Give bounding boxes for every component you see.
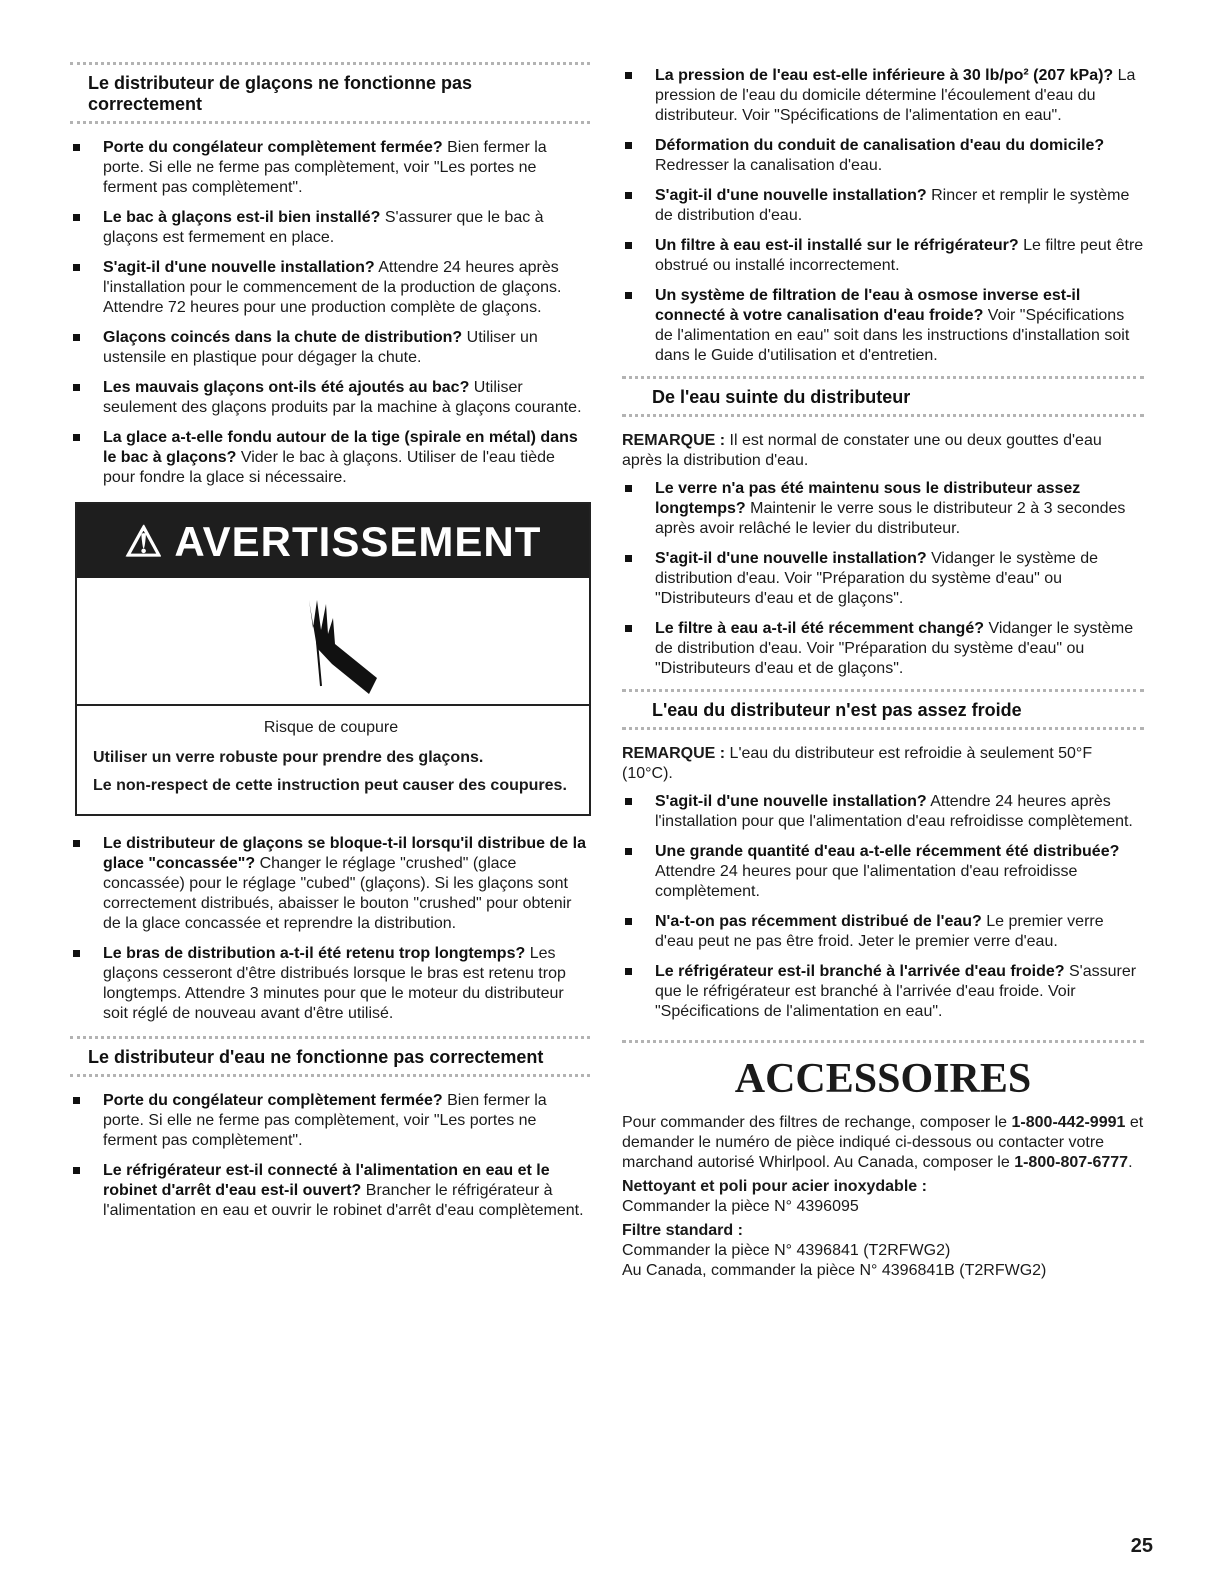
question-text: Le bras de distribution a-t-il été retenu trop longtemps? [103,945,526,962]
answer-text: Brancher le réfrigérateur à l'alimentation en eau et ouvrir le robinet d'arrêt d'eau complètement. [103,1182,584,1219]
answer-text: Redresser la canalisation d'eau. [655,157,883,174]
question-text: S'agit-il d'une nouvelle installation? [655,550,927,567]
answer-text: Voir "Spécifications de l'alimentation en eau" soit dans les instructions d'installation soit dans le Guide d'utilisation et d'entretien. [655,307,1130,364]
left-column [70,62,590,1231]
answer-text: Les glaçons cesseront d'être distribués lorsque le bras est retenu trop longtemps. Attendre 3 minutes pour que le moteur du distributeur soit réglé de nouveau avant d'être utilisé. [103,945,566,1022]
accessories-intro [622,1113,1144,1173]
section-heading-ice-dispenser [70,62,590,124]
list-item [622,962,1144,1022]
question-text: Le réfrigérateur est-il connecté à l'alimentation en eau et le robinet d'arrêt d'eau est-il ouvert? [103,1162,550,1199]
answer-text: Attendre 24 heures pour que l'alimentation d'eau refroidisse complètement. [655,863,1078,900]
warning-instruction: Utiliser un verre robuste pour prendre des glaçons. [93,749,484,766]
cut-hazard-icon [77,578,589,706]
warning-box [75,502,591,816]
answer-text: Utiliser un ustensile en plastique pour dégager la chute. [103,329,538,366]
note-label: REMARQUE : [622,745,726,762]
note-label: REMARQUE : [622,432,726,449]
warning-title: ⚠ AVERTISSEMENT [124,517,542,565]
accessories-section [622,1040,1144,1281]
question-text: Le distributeur de glaçons se bloque-t-il lorsqu'il distribue de la glace "concassée"? [103,835,586,872]
list-item [70,378,590,418]
question-text: Porte du congélateur complètement fermée? [103,139,443,156]
warning-consequence: Le non-respect de cette instruction peut causer des coupures. [93,777,567,794]
section-title: De l'eau suinte du distributeur [652,387,911,407]
question-text: S'agit-il d'une nouvelle installation? [103,259,375,276]
answer-text: La pression de l'eau du domicile détermine l'écoulement d'eau du distributeur. Voir "Spécifications de l'alimentation en eau". [655,67,1136,124]
ice-dispenser-list [70,138,590,488]
section-title: L'eau du distributeur n'est pas assez froide [652,700,1022,720]
list-item [622,236,1144,276]
question-text: Une grande quantité d'eau a-t-elle récemment été distribuée? [655,843,1120,860]
answer-text: Bien fermer la porte. Si elle ne ferme pas complètement, voir "Les portes ne ferment pas complètement". [103,139,547,196]
section-title: Le distributeur d'eau ne fonctionne pas correctement [88,1047,544,1067]
question-text: S'agit-il d'une nouvelle installation? [655,793,927,810]
accessories-title: ACCESSOIRES [622,1040,1144,1103]
risk-label: Risque de coupure [263,719,399,736]
section-heading-water-not-cold [622,689,1144,730]
answer-text: Vidanger le système de distribution d'eau. Voir "Préparation du système d'eau" ou "Distributeurs d'eau et de glaçons". [655,550,1098,607]
answer-text: Le filtre peut être obstrué ou installé incorrectement. [655,237,1144,274]
note-leak [622,431,1144,471]
right-column [622,66,1144,1281]
answer-text: S'assurer que le réfrigérateur est branché à l'arrivée d'eau froide. Voir "Spécifications de l'alimentation en eau". [655,963,1137,1020]
list-item [622,479,1144,539]
water-leak-list [622,479,1144,679]
note-text: Il est normal de constater une ou deux gouttes d'eau après la distribution d'eau. [622,432,1102,469]
answer-text: Attendre 24 heures après l'installation pour que l'alimentation d'eau refroidisse complètement. [655,793,1133,830]
list-item [70,428,590,488]
phone-number-us: 1-800-442-9991 [1011,1114,1126,1131]
question-text: La glace a-t-elle fondu autour de la tige (spirale en métal) dans le bac à glaçons? [103,429,578,466]
section-heading-water-leak [622,376,1144,417]
answer-text: Maintenir le verre sous le distributeur 2 à 3 secondes après avoir relâché le levier du distributeur. [655,500,1126,537]
product-heading-cleaner: Nettoyant et poli pour acier inoxydable : [622,1178,927,1195]
question-text: Un système de filtration de l'eau à osmose inverse est-il connecté à votre canalisation d'eau froide? [655,287,1081,324]
answer-text: Attendre 24 heures après l'installation pour le commencement de la production de glaçons. Attendre 72 heures pour une production complète de glaçons. [103,259,562,316]
question-text: S'agit-il d'une nouvelle installation? [655,187,927,204]
question-text: Déformation du conduit de canalisation d'eau du domicile? [655,137,1105,154]
list-item [622,619,1144,679]
list-item [70,1091,590,1151]
answer-text: Rincer et remplir le système de distribution d'eau. [655,187,1130,224]
list-item [622,842,1144,902]
list-item [70,138,590,198]
list-item [622,549,1144,609]
answer-text: Utiliser seulement des glaçons produits par la machine à glaçons courante. [103,379,582,416]
intro-text: . [1128,1154,1133,1171]
answer-text: Bien fermer la porte. Si elle ne ferme pas complètement, voir "Les portes ne ferment pas complètement". [103,1092,547,1149]
section-heading-water-dispenser [70,1036,590,1077]
question-text: Glaçons coincés dans la chute de distribution? [103,329,463,346]
product-part-filter-canada: Au Canada, commander la pièce N° 4396841B (T2RFWG2) [622,1262,1047,1279]
answer-text: Vider le bac à glaçons. Utiliser de l'eau tiède pour fondre la glace si nécessaire. [103,449,555,486]
intro-text: et demander le numéro de pièce indiqué ci-dessous ou contacter votre marchand autorisé Whirlpool. Au Canada, composer le [622,1114,1144,1171]
section-title: Le distributeur de glaçons ne fonctionne pas correctement [88,73,473,114]
question-text: Le filtre à eau a-t-il été récemment changé? [655,620,984,637]
question-text: Le verre n'a pas été maintenu sous le distributeur assez longtemps? [655,480,1081,517]
product-part-filter: Commander la pièce N° 4396841 (T2RFWG2) [622,1242,951,1259]
question-text: Les mauvais glaçons ont-ils été ajoutés au bac? [103,379,470,396]
hand-cut-pictogram [77,578,589,704]
water-dispenser-list-continued [622,66,1144,366]
question-text: Un filtre à eau est-il installé sur le réfrigérateur? [655,237,1019,254]
product-heading-filter: Filtre standard : [622,1222,743,1239]
list-item [70,328,590,368]
phone-number-canada: 1-800-807-6777 [1014,1154,1129,1171]
question-text: La pression de l'eau est-elle inférieure à 30 lb/po² (207 kPa)? [655,67,1114,84]
list-item [70,208,590,248]
list-item [70,834,590,934]
list-item [622,186,1144,226]
answer-text: Vidanger le système de distribution d'eau. Voir "Préparation du système d'eau" ou "Distributeurs d'eau et de glaçons". [655,620,1134,677]
water-dispenser-list [70,1091,590,1221]
list-item [622,136,1144,176]
question-text: Le bac à glaçons est-il bien installé? [103,209,381,226]
question-text: N'a-t-on pas récemment distribué de l'eau? [655,913,982,930]
list-item [70,944,590,1024]
product-part-cleaner: Commander la pièce N° 4396095 [622,1198,859,1215]
list-item [70,258,590,318]
answer-text: S'assurer que le bac à glaçons est fermement en place. [103,209,544,246]
page-number: 25 [1130,1535,1153,1557]
note-cold [622,744,1144,784]
warning-header [77,504,589,578]
warning-body [77,706,589,814]
answer-text: Le premier verre d'eau peut ne pas être froid. Jeter le premier verre d'eau. [655,913,1104,950]
list-item [622,792,1144,832]
intro-text: Pour commander des filtres de rechange, composer le [622,1114,1012,1131]
list-item [622,286,1144,366]
ice-dispenser-list-continued [70,834,590,1024]
question-text: Porte du congélateur complètement fermée? [103,1092,443,1109]
list-item [622,912,1144,952]
list-item [622,66,1144,126]
note-text: L'eau du distributeur est refroidie à seulement 50°F (10°C). [622,745,1093,782]
question-text: Le réfrigérateur est-il branché à l'arrivée d'eau froide? [655,963,1065,980]
answer-text: Changer le réglage "crushed" (glace concassée) pour le réglage "cubed" (glaçons). Si les glaçons sont correctement distribués, abaisser le bouton "crushed" pour obtenir de la glace concassée et reprendre la distribution. [103,855,572,932]
list-item [70,1161,590,1221]
water-cold-list [622,792,1144,1022]
